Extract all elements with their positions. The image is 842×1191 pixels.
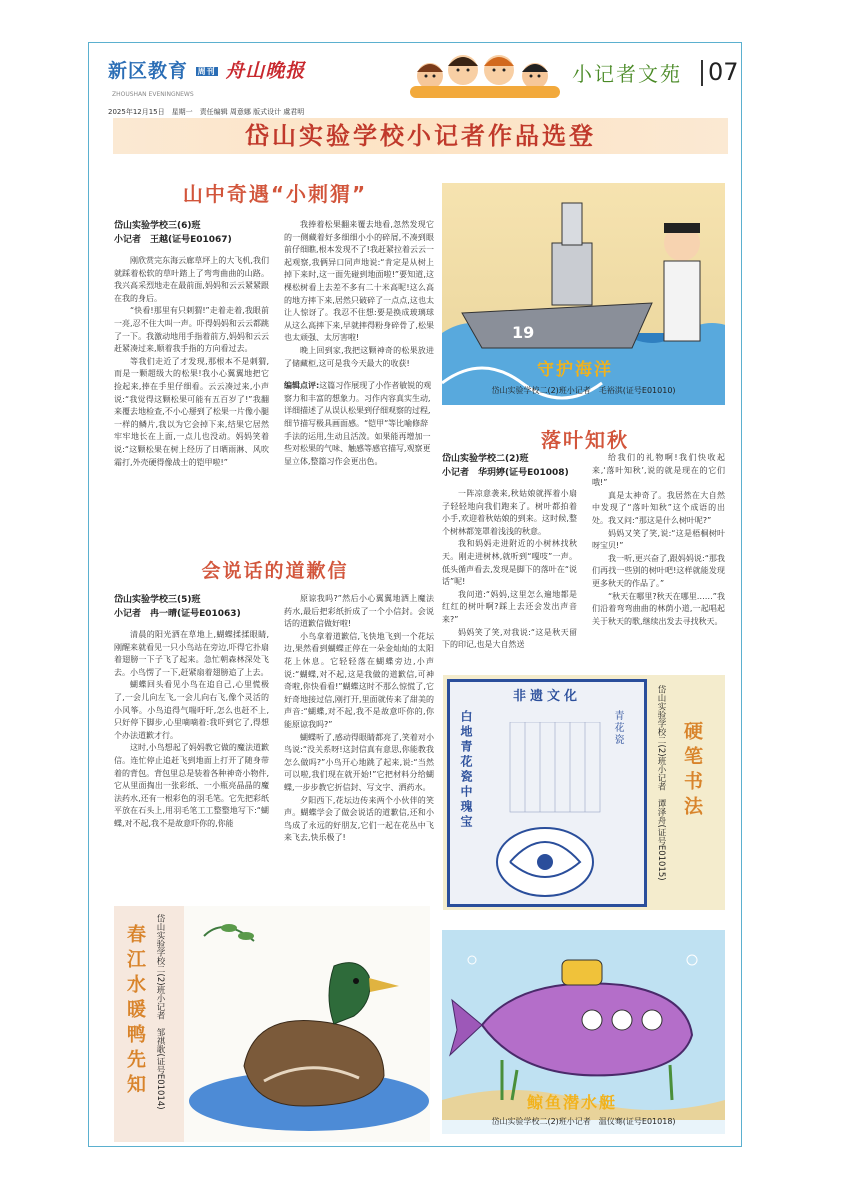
newspaper-name: 舟山晚报 [225, 60, 306, 82]
paragraph: 清晨的阳光洒在草地上,蝴蝶揉揉眼睛,刚醒来就看见一只小鸟站在旁边,吓得它扑扇着翅膀一下子飞了起来。急忙朝森林深处飞去。小鸟愣了一下,赶紧扇着翅膀追了上去。 [114, 630, 269, 677]
paragraph: 我捧着松果翻来覆去地看,忽然发现它的一侧藏着好多细细小小的碎屑,不凑到眼前仔细瞧,根本发现不了!我赶紧拉着云云一起观察,我俩异口同声地说:“肯定是从树上掉下来时,这一面先碰到地面啦!”要知道,这棵松树看上去差不多有二十米高呢!这么高的地方摔下来,居然只破碎了一点点,这也太让人惊讶了。我忍不住想:要是换成玻璃球从这么高摔下来,早就摔得粉身碎骨了,松果也太顽强、太厉害啦! [284, 220, 434, 343]
artwork-title: 春江水暖鸭先知 [124, 924, 146, 1099]
article-body [442, 452, 577, 652]
paragraph: “快看!那里有只刺猬!”走着走着,我眼前一亮,忍不住大叫一声。吓得妈妈和云云都跳了一下。我激动地用手指着前方,妈妈和云云赶紧凑过来,顺着我手指的方向看过去。 [114, 306, 269, 354]
article-body [114, 593, 269, 831]
brand-logo [108, 56, 398, 105]
paragraph: 给我们的礼物啊!我们快收起来,‘落叶知秋’,说的就是现在的它们哦!” [592, 453, 725, 488]
calligraphy-heading: 非遗文化 [512, 689, 581, 704]
text-column [284, 593, 434, 845]
paragraph: 等我们走近了才发现,那根本不是刺猬,而是一颗超级大的松果!我小心翼翼地把它捡起来,捧在手里仔细看。云云凑过来,小声说:“我觉得这颗松果可能有五百岁了!”我翻来覆去地检查,不小心掰到了松果一片像小腿一样的鳞片,我以为它会掉下来,结果它居然牢牢地长在上面,一点儿也没动。妈妈笑着说:“这颗松果在树上经历了日晒雨淋、风吹霜打,外壳硬得像战士的铠甲啦!” [114, 356, 269, 467]
article-body [114, 219, 269, 469]
text-column [442, 488, 577, 652]
artwork-whale-submarine [442, 930, 725, 1134]
author-school: 岱山实验学校三(6)班 [114, 221, 201, 231]
paragraph: 蝴蝶回头看见小鸟在追自己,心里慌极了,一会儿向左飞,一会儿向右飞,像个灵活的小风筝。小鸟追得气喘吁吁,怎么也赶不上,只好停下脚步,心里嘀嘀着:我吓到它了,得想个办法道歉才行。 [114, 680, 269, 740]
paragraph: 妈妈又笑了笑,说:“这是梧桐树叶呀宝贝!” [592, 528, 725, 551]
author-name: 小记者 王越(证号E01067) [114, 235, 232, 245]
children-illustration [405, 48, 565, 98]
paragraph: 一阵凉意袭来,秋姑娘就挥着小扇子轻轻地向我们跑来了。树叶都拍着小手,欢迎着秋姑娘的到来。这时候,整个树林都笼罩着浅浅的秋意。 [442, 489, 577, 536]
article-body [284, 593, 434, 845]
artwork-duck [114, 906, 430, 1142]
dateline: 2025年12月15日 星期一 责任编辑 周意娜 版式设计 虞君明 [108, 108, 305, 116]
artwork-title: 硬笔书法 [681, 721, 703, 821]
paragraph: 晚上回到家,我把这颗神奇的松果放进了储藏柜,这可是我今天最大的收获! [284, 345, 434, 368]
paragraph: 蝴蝶听了,感动得眼睛都亮了,笑着对小鸟说:“没关系呀!这封信真有意思,你能教我怎么做吗?”小鸟开心地跳了起来,说:“当然可以啦,我们现在就开始!”它把材料分给蝴蝶,一步步教它折信封、写文字、洒药水。 [284, 732, 434, 792]
paragraph: 这时,小鸟想起了妈妈教它做的魔法道歉信。连忙停止追赶飞到地面上打开了随身带着的背包。背包里总是装着各种神奇小物件,它从里面掏出一张彩纸、一小瓶亮晶晶的魔法药水,还有一根彩色的羽毛笔。它先把彩纸平放在石头上,用羽毛笔工工整整地写下:“蝴蝶,对不起,我不是故意吓你的,你能 [114, 743, 269, 828]
paragraph: 我一听,更兴奋了,跟妈妈说:“那我们再找一些别的树叶吧!这样就能发现更多秋天的作品了。” [592, 553, 725, 588]
author-school: 岱山实验学校二(2)班 [442, 454, 529, 464]
paragraph: “秋天在哪里?秋天在哪里……”我们沿着弯弯曲曲的林荫小道,一起唱起关于秋天的歌,继续出发去寻找秋天。 [592, 591, 725, 626]
text-column [114, 255, 269, 469]
author-name: 小记者 华玥婷(证号E01008) [442, 468, 569, 478]
duck-painting [184, 906, 430, 1142]
artwork-caption: 岱山实验学校二(2)班小记者 谭泽舟(证号E01015) [656, 685, 666, 881]
paragraph: 刚欣赏完东海云廊草坪上的大飞机,我们就踩着松软的草叶踏上了弯弯曲曲的山路。我兴高采烈地走在最前面,妈妈和云云紧紧跟在我的身后。 [114, 256, 269, 303]
text-column [114, 629, 269, 831]
text-column [592, 452, 725, 628]
paragraph: 真是太神奇了。我居然在大自然中发现了“落叶知秋”这个成语的出处。我又问:“那这是什么树叶呢?” [592, 490, 725, 525]
artwork-caption: 岱山实验学校二(2)班小记者 温仪骞(证号E01018) [491, 1117, 676, 1126]
page-number: 07 [708, 58, 739, 86]
artwork-title: 守护海洋 [537, 360, 613, 380]
author-name: 小记者 冉一晴(证号E01063) [114, 609, 241, 619]
calligraphy-text: 青花瓷 [612, 710, 623, 746]
artwork-calligraphy [443, 675, 725, 910]
article-body [284, 219, 434, 468]
divider [701, 60, 703, 86]
section-title: 小记者文苑 [572, 62, 682, 86]
ship-number: 19 [512, 323, 535, 342]
article-body [592, 452, 725, 628]
artwork-title: 鲸鱼潜水艇 [527, 1093, 618, 1112]
article-title: 山中奇遇“小刺猬” [182, 182, 368, 206]
artwork-guard-ocean [442, 183, 725, 405]
artwork-caption: 岱山实验学校二(2)班小记者 邹祺歌(证号E01014) [155, 914, 165, 1110]
newspaper-name-en: ZHOUSHAN EVENINGNEWS [112, 91, 194, 98]
paragraph: 我和妈妈走进附近的小树林找秋天。刚走进树林,就听到“嘎吱”一声。低头循声看去,发现是脚下的落叶在“说话”呢! [442, 539, 577, 587]
brand-name: 新区教育 [108, 60, 189, 82]
calligraphy-text: 白地青花瓷中瑰宝 [459, 710, 473, 830]
feature-banner [113, 118, 728, 154]
brand-tag: 周刊 [197, 67, 216, 76]
paragraph: 妈妈笑了笑,对我说:“这是秋天留下的印记,也是大自然送 [442, 627, 577, 650]
feature-title: 岱山实验学校小记者作品选登 [245, 122, 596, 150]
paragraph: 小鸟拿着道歉信,飞快地飞到一个花坛边,果然看到蝴蝶正停在一朵金灿灿的太阳花上休息。它轻轻落在蝴蝶旁边,小声说:“蝴蝶,对不起,这是我做的道歉信,可神奇啦,你快看看!”蝴蝶这时不那么惊慌了,它好奇地接过信,刚打开,里面就传来了甜美的声音:“蝴蝶,对不起,我不是故意吓你的,你能原谅我吗?” [284, 631, 434, 729]
masthead [108, 56, 398, 116]
paragraph: 夕阳西下,花坛边传来两个小伙伴的笑声。蝴蝶学会了做会说话的道歉信,还和小鸟成了永远的好朋友,它们一起在花丛中飞来飞去,快乐极了! [284, 795, 434, 843]
author-school: 岱山实验学校三(5)班 [114, 595, 201, 605]
calligraphy-sheet [447, 679, 647, 907]
comment-label: 编辑点评: [284, 381, 320, 391]
article-title: 落叶知秋 [541, 428, 629, 452]
comment-text: 这篇习作展现了小作者敏锐的观察力和丰富的想象力。习作内容真实生动,详细描述了从误认松果到仔细观察的过程,细节描写极具画面感。“铠甲”等比喻修辞手法的运用,生动且活泼。如果能再增加一些对松果的气味、触感等感官描写,观察更显立体,整篇习作会更出色。 [284, 381, 432, 466]
paragraph: 我问道:“妈妈,这里怎么遍地都是红红的树叶啊?踩上去还会发出声音来?” [442, 589, 577, 624]
editor-comment [284, 380, 434, 468]
paragraph: 原谅我吗?”然后小心翼翼地洒上魔法药水,最后把彩纸折成了一个小信封。会说话的道歉信做好啦! [284, 594, 434, 629]
artwork-caption: 岱山实验学校二(2)班小记者 毛裕淇(证号E01010) [491, 386, 676, 395]
article-title: 会说话的道歉信 [201, 560, 349, 582]
text-column [284, 219, 434, 370]
